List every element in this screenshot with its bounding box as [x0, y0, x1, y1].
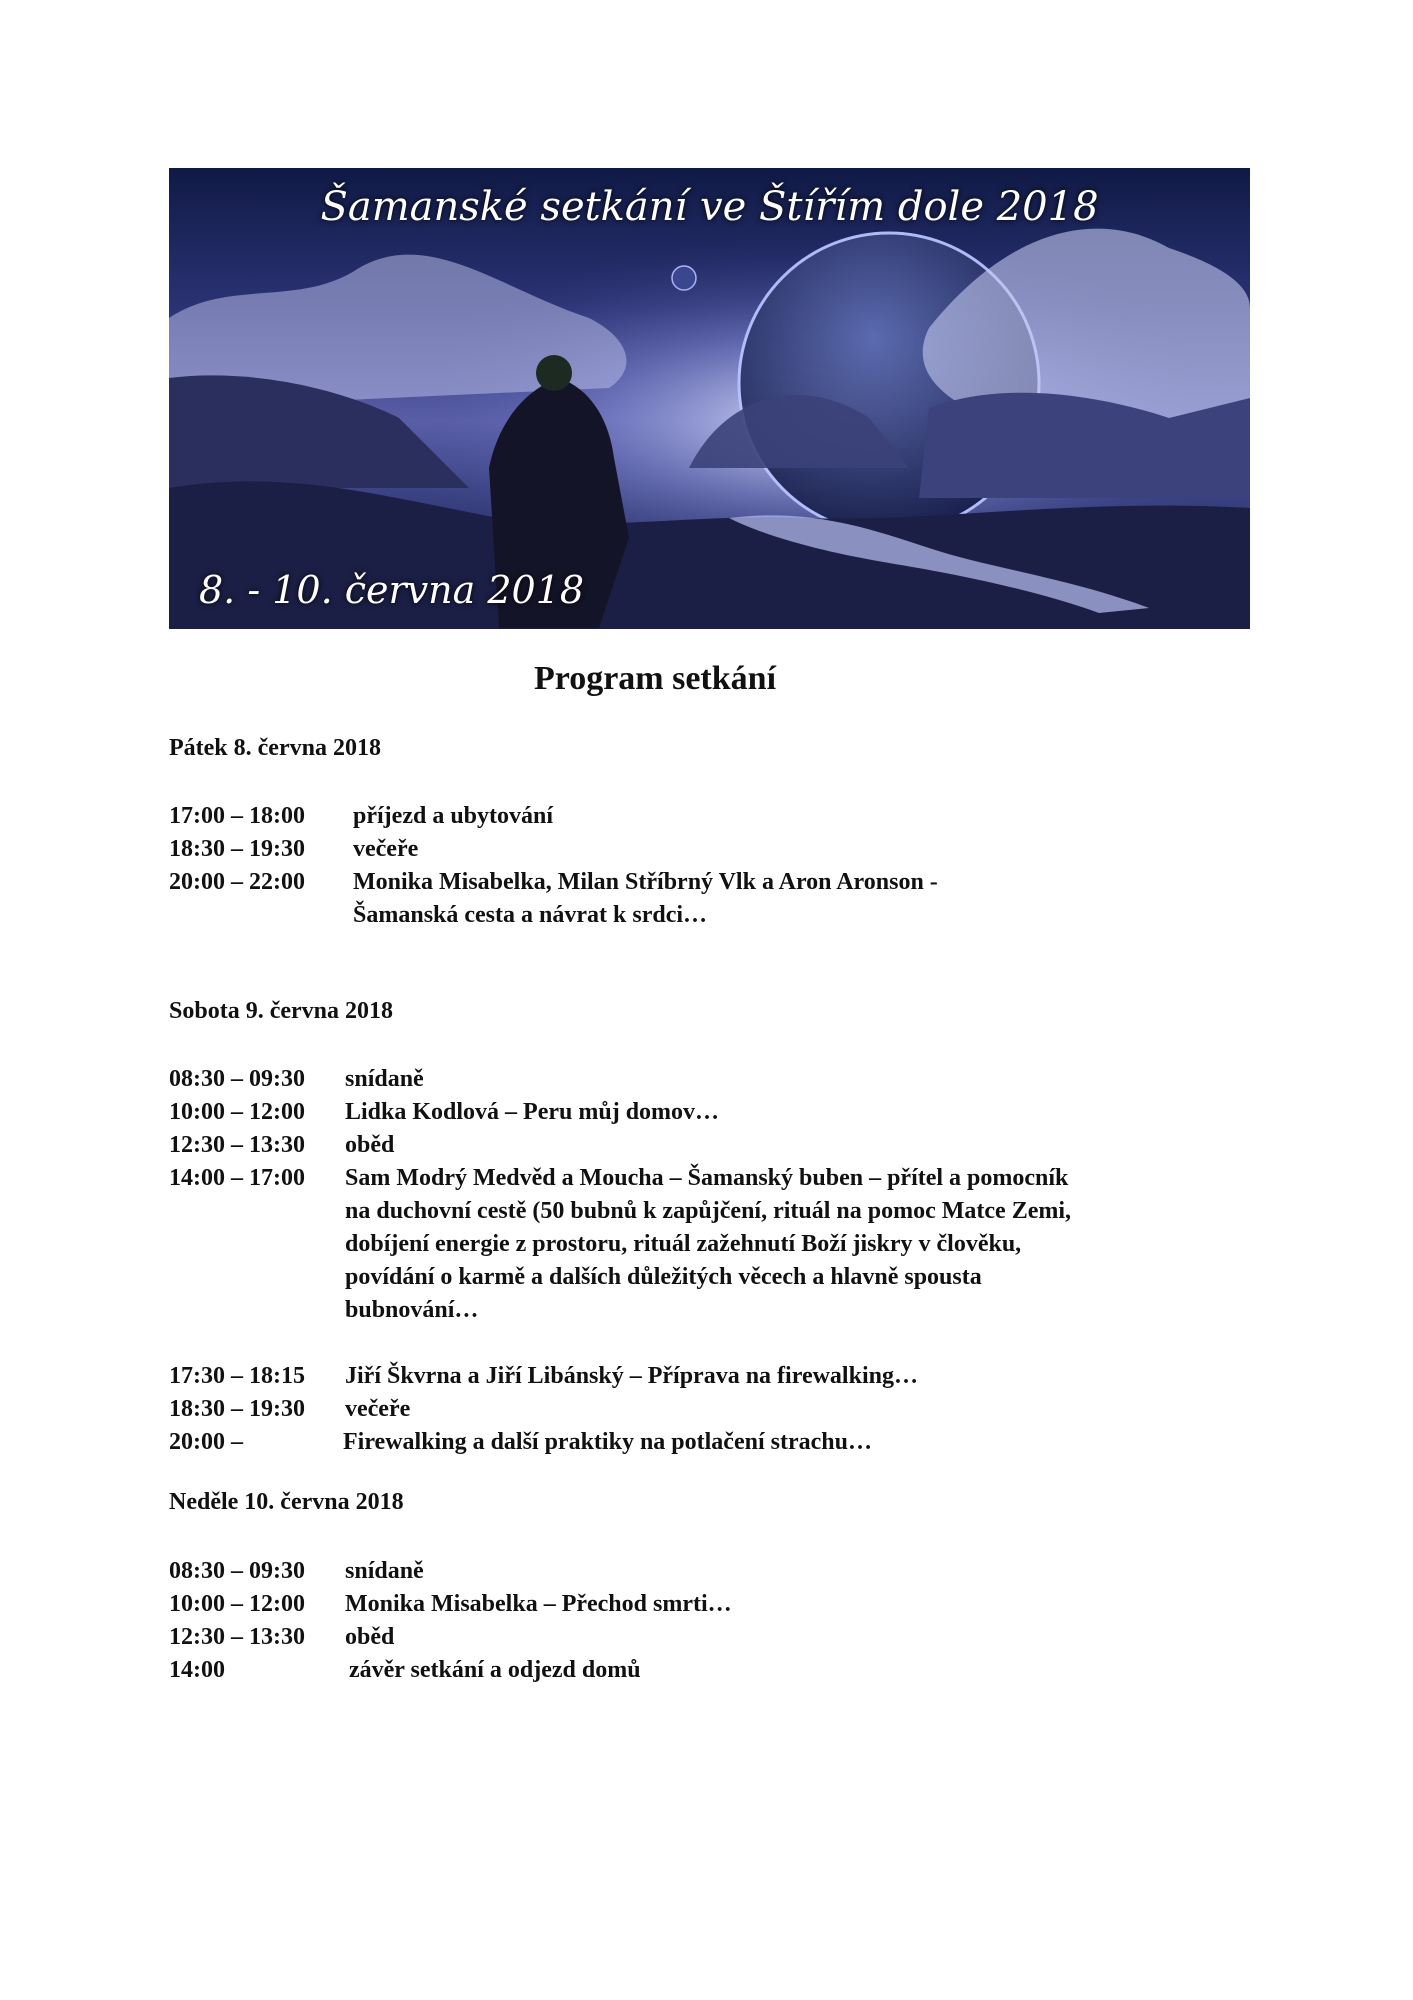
entry-time: 20:00 –: [169, 1429, 243, 1455]
entry-text: Sam Modrý Medvěd a Moucha – Šamanský buben – přítel a pomocník: [345, 1165, 1069, 1191]
entry-time: 12:30 – 13:30: [169, 1624, 305, 1650]
entry-text: Lidka Kodlová – Peru můj domov…: [345, 1099, 720, 1125]
entry-text: na duchovní cestě (50 bubnů k zapůjčení, rituál na pomoc Matce Zemi,: [345, 1198, 1072, 1224]
banner-dates: 8. - 10. června 2018: [199, 568, 585, 612]
entry-text: Jiří Škvrna a Jiří Libánský – Příprava na firewalking…: [345, 1363, 918, 1389]
page-title: Program setkání: [533, 660, 777, 697]
entry-time: 17:30 – 18:15: [169, 1363, 305, 1389]
entry-time: 18:30 – 19:30: [169, 836, 305, 862]
day-heading-sunday: Neděle 10. června 2018: [169, 1489, 404, 1515]
entry-time: 20:00 – 22:00: [169, 869, 305, 895]
entry-text: závěr setkání a odjezd domů: [349, 1657, 641, 1683]
entry-text: povídání o karmě a dalších důležitých věcech a hlavně spousta: [345, 1264, 982, 1290]
entry-text: Monika Misabelka, Milan Stříbrný Vlk a Aron Aronson -: [353, 869, 938, 895]
day-heading-friday: Pátek 8. června 2018: [169, 735, 381, 761]
entry-time: 18:30 – 19:30: [169, 1396, 305, 1422]
entry-text: příjezd a ubytování: [353, 803, 554, 829]
header-banner-image: [169, 168, 1250, 629]
entry-text: Šamanská cesta a návrat k srdci…: [353, 902, 708, 928]
entry-text: dobíjení energie z prostoru, rituál zažehnutí Boží jiskry v člověku,: [345, 1231, 1022, 1257]
entry-time: 12:30 – 13:30: [169, 1132, 305, 1158]
entry-text: snídaně: [345, 1066, 424, 1092]
night-landscape-illustration: [169, 168, 1250, 629]
entry-text: snídaně: [345, 1558, 424, 1584]
banner-title: Šamanské setkání ve Štířím dole 2018: [320, 184, 1099, 230]
entry-time: 08:30 – 09:30: [169, 1558, 305, 1584]
entry-time: 10:00 – 12:00: [169, 1591, 305, 1617]
entry-time: 08:30 – 09:30: [169, 1066, 305, 1092]
entry-time: 14:00: [169, 1657, 225, 1683]
entry-text: Monika Misabelka – Přechod smrti…: [345, 1591, 732, 1617]
entry-text: večeře: [345, 1396, 411, 1422]
entry-text: večeře: [353, 836, 419, 862]
entry-text: oběd: [345, 1132, 395, 1158]
entry-time: 17:00 – 18:00: [169, 803, 305, 829]
day-heading-saturday: Sobota 9. června 2018: [169, 998, 393, 1024]
entry-time: 14:00 – 17:00: [169, 1165, 305, 1191]
entry-text: Firewalking a další praktiky na potlačení strachu…: [343, 1429, 872, 1455]
entry-text: bubnování…: [345, 1297, 479, 1323]
entry-text: oběd: [345, 1624, 395, 1650]
entry-time: 10:00 – 12:00: [169, 1099, 305, 1125]
